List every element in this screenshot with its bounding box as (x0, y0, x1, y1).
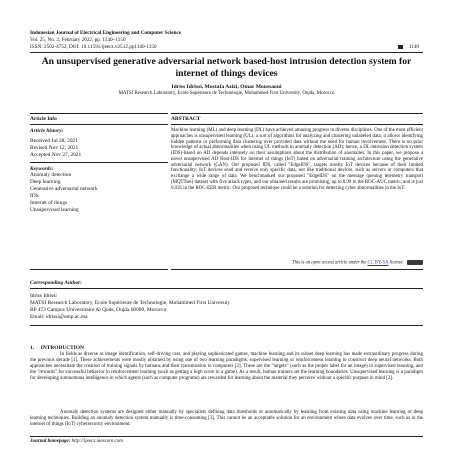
history-received: Received Jul 28, 2021 (30, 138, 78, 144)
rule (30, 124, 168, 125)
journal-volume: Vol. 25, No. 2, February 2022, pp. 1140~1150 (30, 37, 126, 43)
keyword-item: Generative adversarial network (30, 186, 98, 192)
keyword-item: Unsupervised learning (30, 207, 79, 213)
page-number-text: 1140 (408, 44, 419, 50)
abstract-text: Machine learning (ML) and deep learning (DL) have achieved amazing progress in diverse disciplines. One of the most efficient approaches is unsupervised learning (UL), a sort of algorithms for analyzing and clustering unlabeled data; it allows identifying hidden patterns or performing data clustering over provided data without the need for human involvement. There is no prior knowledge of actual abnormalities when using UL methods in anomaly detection (AD); hence, a DL-intrusion detection system (IDS)-based on AD depends intensely on their assumptions about the distribution of anomalies. In this paper, we propose a novel unsupervised AD Host-IDS for internet of things (IoT) based on adversarial training architecture using the generative adversarial network (GAN). Our proposed IDS, called "EdgeIDS", targets mostly IoT devices because of their limited functionality; IoT devices send and receive only specific data, not like traditional devices, such as servers or computers that exchange a wide range of data. We benchmarked our proposed "EdgeIDS" on the message queuing telemetry transport (MQTTset) dataset with five attack types, and our obtained results are promising, up to 0.99 in the ROC-AUC metric, and is just 0.035 in the ROC-EER metric. Our proposed technique could be a solution for detecting cyber abnormalities in the IoT. (171, 128, 423, 191)
corresponding-email: Email: idrissi@ump.ac.ma (30, 314, 88, 320)
paper-authors: Idriss Idrissi, Mostafa Azizi, Omar Moussaoui (171, 84, 282, 90)
corresponding-line: Idriss Idrissi (30, 293, 57, 299)
header-rule (30, 52, 423, 53)
abstract-panel (171, 113, 423, 269)
rule (171, 113, 423, 114)
introduction-heading: 1. INTRODUCTION (30, 345, 84, 351)
corresponding-heading: Corresponding Author: (30, 280, 83, 286)
square-bullet-icon (398, 45, 403, 49)
keywords-heading: Keywords: (30, 166, 54, 172)
footer-url[interactable]: http://ijeecs.iaescore.com (71, 439, 123, 444)
rule (30, 113, 168, 114)
rule (171, 269, 423, 270)
paper-title: An unsupervised generative adversarial network based-host intrusion detection system for internet of things devices (41, 56, 412, 79)
abstract-heading: ABSTRACT (171, 116, 201, 122)
article-history-heading: Article history: (30, 128, 64, 134)
paper-affiliation: MATSI Research Laboratory, Ecole Supérieure de Technologie, Mohammed First University, Oujda, Morocco (118, 91, 335, 96)
footer-label: Journal homepage: (30, 439, 71, 444)
license-note (292, 260, 423, 266)
history-accepted: Accepted Nov 27, 2021 (30, 152, 82, 158)
journal-footer (30, 439, 123, 444)
corresponding-line: BP 473 Campus Universitaire Al Qods, Oujda 60000, Morocco (30, 307, 167, 313)
keyword-item: Internet of things (30, 200, 68, 206)
license-suffix: license. (389, 260, 404, 266)
article-info-heading: Article Info (30, 116, 57, 122)
footer-rule (30, 436, 423, 437)
journal-issn: ISSN: 2502-4752, DOI: 10.11591/ijeecs.v25.i2.pp1140-1150 (30, 44, 157, 50)
journal-name: Indonesian Journal of Electrical Engineering and Computer Science (30, 30, 182, 36)
rule (30, 162, 168, 163)
introduction-paragraph: In fields as diverse as image identification, self-driving cars, and playing sophisticated games, machine learning and its subset deep learning has made extraordinary progress during the previous decade [1]. These achievements were mostly obtained by using one of two learning paradigms: supervised learning or reinforcement learning to construct deep neural networks. Both approaches necessitate the creation of training signals by humans and their transmission to computers [2]. These are the "targets" (such as the proper label for an image) in supervised learning, and the "rewards" for successful behavior in reinforcement learning (such as getting a high score in a game). As a result, human trainers set the learning boundaries. Unsupervised learning is a paradigm for developing autonomous intelligence in which agents (such as computer programs) are rewarded for learning about the material they perceive without a specific purpose in mind [2]. (30, 352, 423, 381)
rule (30, 269, 168, 270)
keyword-item: Deep learning (30, 179, 61, 185)
license-link[interactable]: CC BY-SA (367, 260, 389, 266)
keyword-item: IDS (30, 193, 39, 199)
corresponding-line: MATSI Research Laboratory, Ecole Supérieure de Technologie, Mohammed First University (30, 300, 231, 306)
page-number (398, 44, 419, 50)
history-revised: Revised Nov 12, 2021 (30, 145, 79, 151)
rule (30, 325, 423, 326)
rule (171, 124, 423, 125)
introduction-paragraph: Anomaly detection systems are designed either manually by specialists defining data thresholds or automatically by learning from existing data using machine learning or deep learning techniques. Building an anomaly detection system manually is time-consuming [3]. This cannot be an acceptable solution for an environment where data evolves over time, such as in the internet of things (IoT) cybersecurity environment. (30, 410, 423, 427)
article-info-panel (30, 113, 168, 269)
cc-license-icon[interactable] (407, 260, 423, 265)
license-prefix: This is an open access article under the (291, 260, 367, 266)
rule (30, 288, 423, 289)
keyword-item: Anomaly detection (30, 172, 72, 178)
